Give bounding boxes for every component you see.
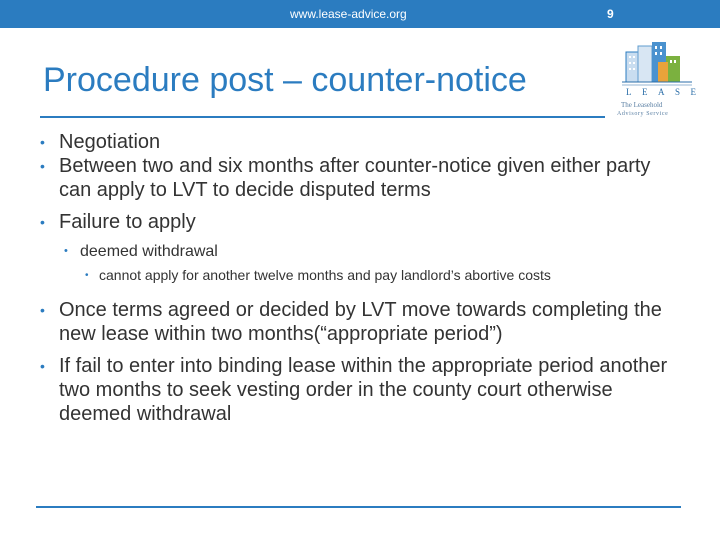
sub-sub-bullet-item xyxy=(40,267,680,284)
bullet-icon: • xyxy=(64,245,68,257)
bullet-text: Between two and six months after counter-notice given either party can apply to LVT to decide disputed terms xyxy=(59,155,651,201)
bullet-text: deemed withdrawal xyxy=(80,243,218,260)
logo-letter: E xyxy=(641,87,648,97)
bullet-text: Failure to apply xyxy=(59,211,196,233)
bullet-icon: • xyxy=(40,302,45,318)
logo-wordmark xyxy=(626,87,696,97)
site-url[interactable]: www.lease-advice.org xyxy=(290,7,407,21)
bullet-text: Once terms agreed or decided by LVT move towards completing the new lease within two months(“appropriate period”) xyxy=(59,299,662,345)
bullet-list xyxy=(40,130,680,434)
bullet-icon: • xyxy=(85,270,89,281)
lease-logo-icon xyxy=(612,38,720,122)
logo-letter: S xyxy=(674,87,680,97)
title-divider xyxy=(40,116,605,118)
header-bar xyxy=(0,0,720,28)
logo-tagline-2: Advisory Service xyxy=(617,111,669,117)
slide-number: 9 xyxy=(607,7,614,21)
bullet-text: If fail to enter into binding lease within the appropriate period another two months to seek vesting order in the county court otherwise deemed withdrawal xyxy=(59,355,668,425)
bullet-item xyxy=(40,354,680,426)
footer-divider xyxy=(36,506,681,508)
bullet-item xyxy=(40,154,680,202)
bullet-icon: • xyxy=(40,358,45,374)
bullet-item xyxy=(40,130,680,154)
bullet-text: cannot apply for another twelve months and pay landlord’s abortive costs xyxy=(99,267,551,283)
sub-bullet-item xyxy=(40,242,680,261)
logo-tagline-1: The Leasehold xyxy=(621,101,663,109)
logo-letter: E xyxy=(690,87,696,97)
bullet-item xyxy=(40,298,680,346)
logo-letter: A xyxy=(657,87,665,97)
bullet-item xyxy=(40,210,680,234)
slide-title: Procedure post – counter-notice xyxy=(43,61,527,99)
bullet-icon: • xyxy=(40,134,45,150)
logo-letter: L xyxy=(626,87,632,97)
bullet-icon: • xyxy=(40,158,45,174)
bullet-text: Negotiation xyxy=(59,131,161,153)
bullet-icon: • xyxy=(40,214,45,230)
